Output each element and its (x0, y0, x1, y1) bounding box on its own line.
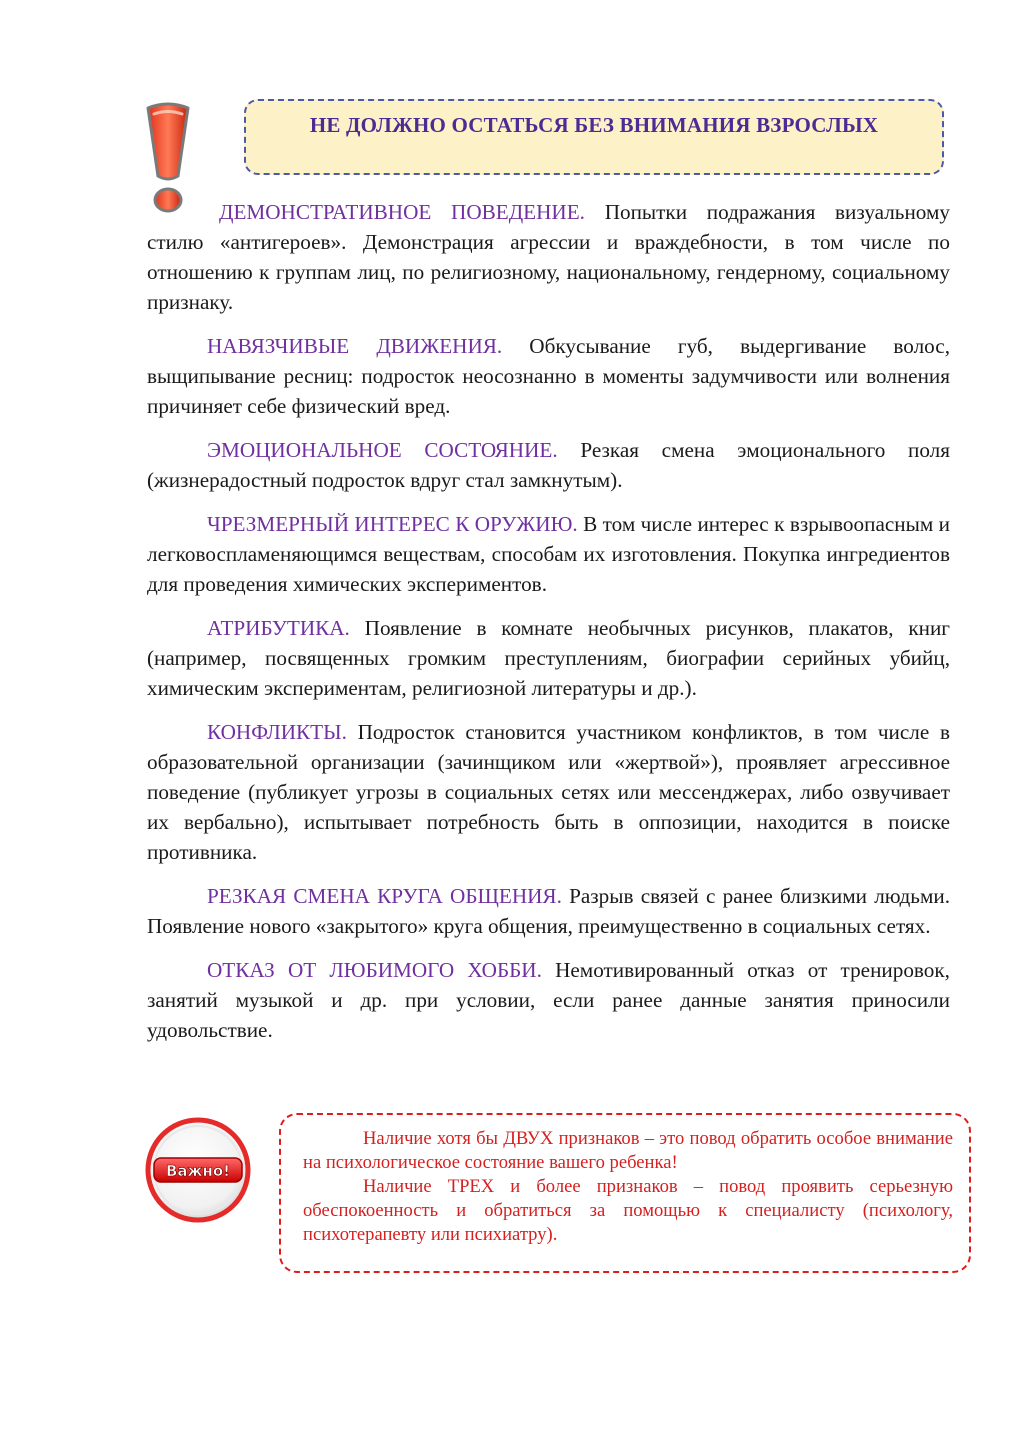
note-paragraph: Наличие хотя бы ДВУХ признаков – это повод обратить особое внимание на психологическое состояние вашего ребенка! (303, 1128, 953, 1173)
sign-paragraph (147, 955, 950, 1045)
sign-paragraph (147, 331, 950, 421)
sign-text: Немотивированный отказ от тренировок, занятий музыкой и др. при условии, если ранее данные занятия приносили удовольствие. (147, 958, 950, 1042)
title-banner (244, 99, 944, 175)
sign-paragraph (147, 509, 950, 599)
sign-paragraph (147, 197, 950, 317)
important-note (279, 1113, 971, 1273)
note-paragraph: Наличие ТРЕХ и более признаков – повод проявить серьезную обеспокоенность и обратиться за помощью к специалисту (психологу, психотерапевту или психиатру). (303, 1176, 953, 1245)
page-title: НЕ ДОЛЖНО ОСТАТЬСЯ БЕЗ ВНИМАНИЯ ВЗРОСЛЫХ (309, 113, 879, 137)
important-badge-label: Важно! (166, 1162, 230, 1180)
sign-heading: ДЕМОНСТРАТИВНОЕ ПОВЕДЕНИЕ. (219, 200, 585, 224)
sign-text: Резкая смена эмоционального поля (жизнерадостный подросток вдруг стал замкнутым). (147, 438, 950, 492)
sign-paragraph (147, 613, 950, 703)
sign-paragraph (147, 717, 950, 867)
sign-text: Появление в комнате необычных рисунков, плакатов, книг (например, посвященных громким преступлениям, биографии серийных убийц, химическим экспериментам, религиозной литературы и др.). (147, 616, 950, 700)
signs-list (147, 197, 950, 1059)
sign-text: Подросток становится участником конфликтов, в том числе в образовательной организации (зачинщиком или «жертвой»), проявляет агрессивное поведение (публикует угрозы в социальных сетях или мессенджерах, либо озвучивает их вербально), испытывает потребность быть в оппозиции, находится в поиске противника. (147, 720, 950, 864)
sign-paragraph (147, 881, 950, 941)
sign-paragraph (147, 435, 950, 495)
sign-heading: КОНФЛИКТЫ. (207, 720, 347, 744)
sign-text: Разрыв связей с ранее близкими людьми. Появление нового «закрытого» круга общения, преимущественно в социальных сетях. (147, 884, 951, 938)
sign-heading: НАВЯЗЧИВЫЕ ДВИЖЕНИЯ. (207, 334, 503, 358)
sign-heading: ОТКАЗ ОТ ЛЮБИМОГО ХОББИ. (207, 958, 542, 982)
sign-heading: ЧРЕЗМЕРНЫЙ ИНТЕРЕС К ОРУЖИЮ. (207, 512, 578, 536)
sign-heading: РЕЗКАЯ СМЕНА КРУГА ОБЩЕНИЯ. (207, 884, 562, 908)
sign-heading: ЭМОЦИОНАЛЬНОЕ СОСТОЯНИЕ. (207, 438, 558, 462)
sign-text: Обкусывание губ, выдергивание волос, выщипывание ресниц: подросток неосознанно в моменты задумчивости или волнения причиняет себе физический вред. (147, 334, 950, 418)
sign-heading: АТРИБУТИКА. (207, 616, 350, 640)
important-badge-icon (142, 1114, 254, 1226)
sign-text: Попытки подражания визуальному стилю «антигероев». Демонстрация агрессии и враждебности, в том числе по отношению к группам лиц, по религиозному, национальному, гендерному, социальному признаку. (147, 200, 950, 314)
sign-text: В том числе интерес к взрывоопасным и легковоспламеняющимся веществам, способам их изготовления. Покупка ингредиентов для проведения химических экспериментов. (147, 512, 950, 596)
